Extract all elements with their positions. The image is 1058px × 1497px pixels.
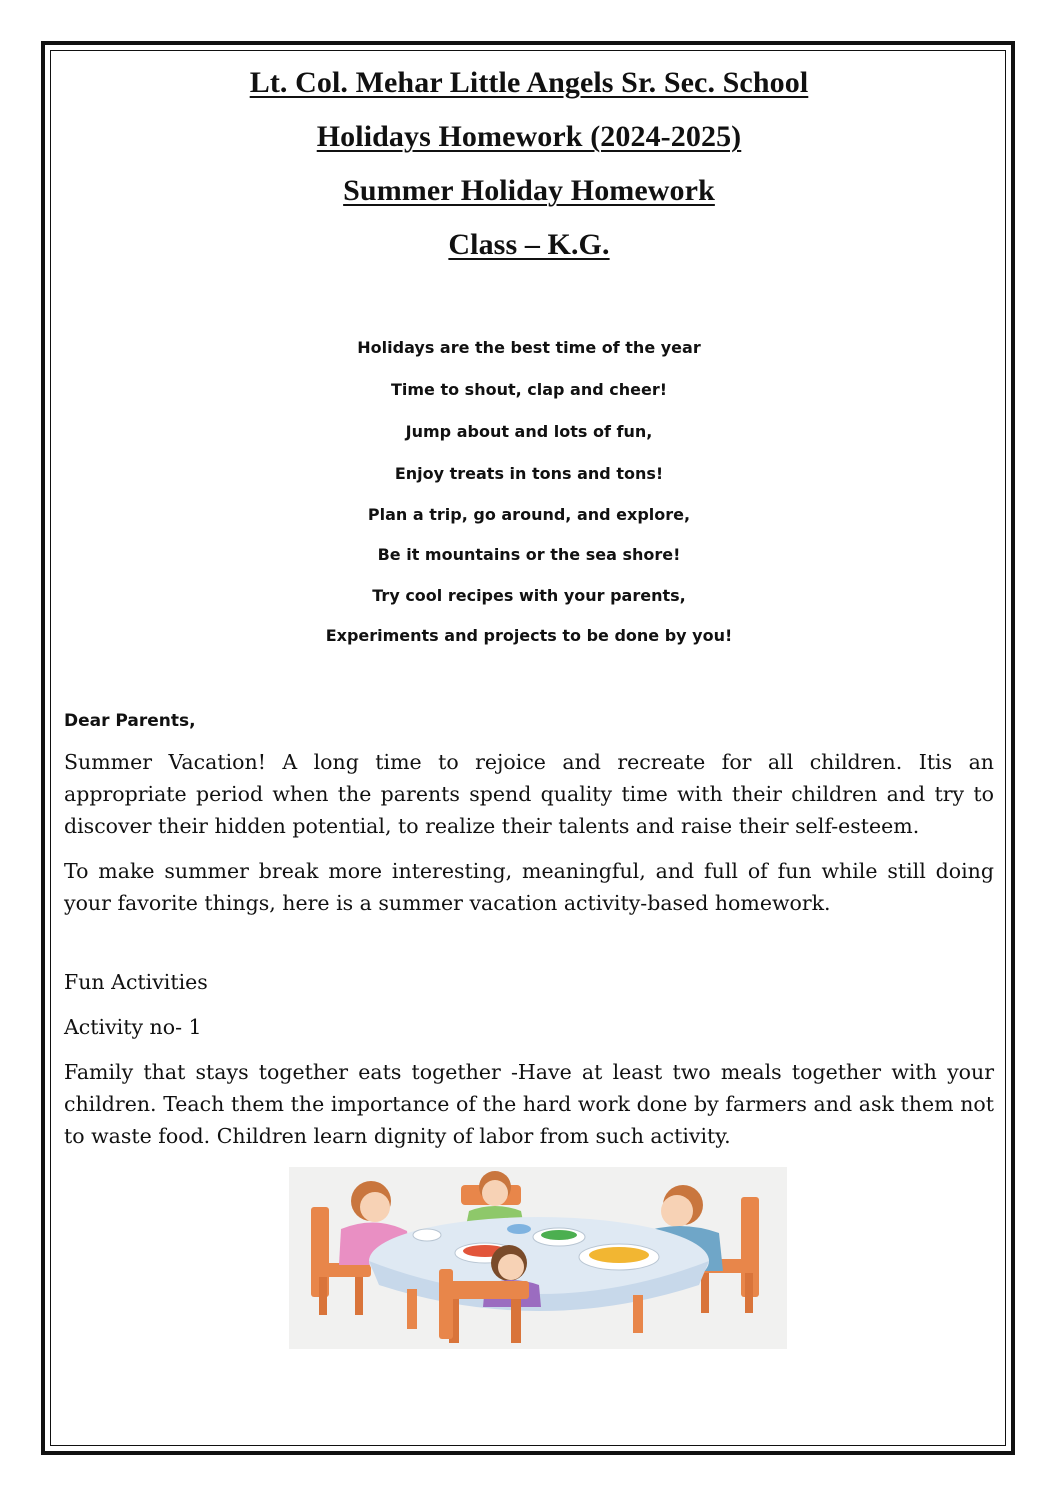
poem-line: Try cool recipes with your parents, [372,586,686,605]
girl-face [498,1254,524,1280]
family-meal-illustration [289,1167,787,1349]
mother-face [360,1192,390,1222]
boy-face [482,1180,508,1206]
bowl [413,1229,441,1241]
poem-line: Enjoy treats in tons and tons! [394,464,664,483]
poem-line: Experiments and projects to be done by you! [325,626,733,645]
poem-line: Plan a trip, go around, and explore, [367,505,691,524]
activity-description: Family that stays together eats together -Have at least two meals together with your children. Teach them the importance of the hard work done by farmers and ask them not to waste food. Children learn dignity of labor from such activity. [64,1060,994,1148]
section-title: Fun Activities [64,970,208,994]
poem-line: Jump about and lots of fun, [405,422,653,441]
intro-paragraph: Summer Vacation! A long time to rejoice and recreate for all children. Itis an appropriate period when the parents spend quality time with their children and try to discover their hidden potential, to realize their talents and raise their self-esteem. [64,750,994,838]
subtitle: Summer Holiday Homework [343,174,715,207]
homework-title: Holidays Homework (2024-2025) [316,120,742,153]
class-label: Class – K.G. [448,228,610,261]
father-face [661,1195,693,1227]
dish-green [541,1230,577,1240]
salutation: Dear Parents, [64,711,196,731]
activity-label: Activity no- 1 [64,1015,202,1039]
poem-line: Holidays are the best time of the year [357,338,701,357]
poem-line: Be it mountains or the sea shore! [377,545,681,564]
school-name: Lt. Col. Mehar Little Angels Sr. Sec. School [249,66,809,99]
bowl [507,1224,531,1234]
dish-yellow [589,1247,649,1263]
poem-line: Time to shout, clap and cheer! [390,380,668,399]
purpose-paragraph: To make summer break more interesting, meaningful, and full of fun while still doing your favorite things, here is a summer vacation activity-based homework. [64,859,994,915]
